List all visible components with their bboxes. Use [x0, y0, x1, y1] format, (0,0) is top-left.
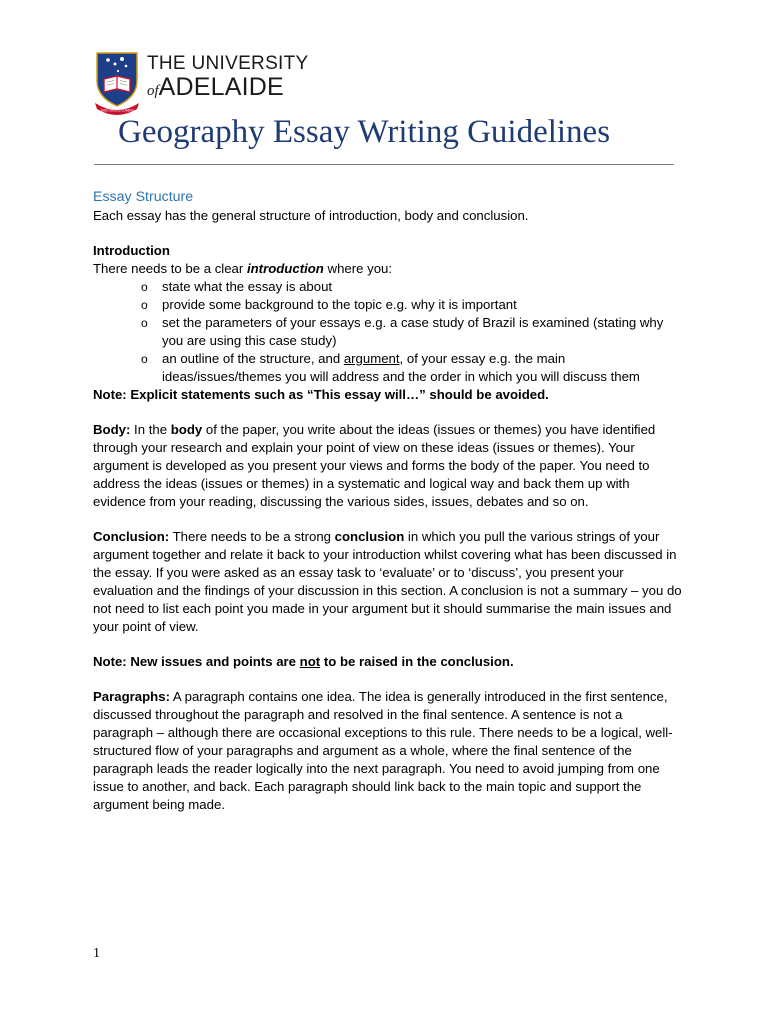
paragraphs-label: Paragraphs: — [93, 689, 170, 704]
university-logo — [94, 51, 309, 117]
bullet-icon: o — [141, 298, 148, 312]
introduction-note: Note: Explicit statements such as “This essay will…” should be avoided. — [93, 387, 549, 402]
document-title: Geography Essay Writing Guidelines — [118, 114, 611, 150]
introduction-em: introduction — [246, 261, 324, 276]
body-text: In the — [130, 422, 171, 437]
introduction-lead — [93, 260, 683, 278]
conclusion-text-end: in which you pull the various strings of your argument together and relate it back to your introduction whilst covering what has been discussed in the essay. If you were asked as an essay task to ‘evaluate’ or to ‘discuss’, you present your evaluation and the findings of your discussion in this section. A conclusion is not a summary – you do not need to list each point you made in your argument but it should summarise the main issues and your point of view. — [93, 529, 682, 634]
conclusion-paragraph — [93, 528, 683, 636]
conclusion-note — [93, 653, 683, 671]
title-divider — [94, 164, 674, 165]
list-item-text: set the parameters of your essays e.g. a case study of Brazil is examined (stating why you are using this case study) — [162, 315, 664, 348]
section-heading: Essay Structure — [93, 189, 194, 205]
body-bold-word: body — [170, 422, 203, 437]
list-item-text: state what the essay is about — [162, 279, 333, 294]
page-number: 1 — [93, 946, 100, 961]
note-text: Note: New issues and points are — [93, 654, 300, 669]
logo-of: of — [147, 83, 159, 99]
body-paragraph — [93, 421, 683, 511]
list-item-text: an outline of the structure, and — [162, 351, 344, 366]
not-underlined: not — [299, 654, 321, 669]
note-text-end: to be raised in the conclusion. — [320, 654, 514, 669]
paragraphs-text: A paragraph contains one idea. The idea is generally introduced in the first sentence, discussed throughout the paragraph and resolved in the final sentence. A sentence is not a paragraph – although there are occasional exceptions to this rule. There needs to be a logical, well-structured flow of your paragraphs and argument as a whole, where the final sentence of the paragraph leads the reader logically into the next paragraph. You need to avoid jumping from one issue to another, and back. Each paragraph should link back to the main topic and support the argument being made. — [93, 689, 673, 812]
logo-name: ADELAIDE — [158, 73, 284, 101]
introduction-lead-text: There needs to be a clear — [93, 261, 247, 276]
crest-motto: SUB CRUCE LUMEN — [100, 108, 134, 113]
list-item — [93, 314, 683, 350]
conclusion-label: Conclusion: — [93, 529, 170, 544]
introduction-heading: Introduction — [93, 243, 170, 258]
list-item — [93, 296, 683, 314]
bullet-icon: o — [141, 316, 148, 330]
conclusion-text: There needs to be a strong — [169, 529, 335, 544]
list-item — [93, 278, 683, 296]
list-item — [93, 350, 683, 386]
body-label: Body: — [93, 422, 131, 437]
list-item-text-end: , of your essay e.g. the main ideas/issues/themes you will address and the order in which you will discuss them — [162, 351, 640, 384]
logo-line-2 — [147, 73, 284, 102]
intro-text: Each essay has the general structure of introduction, body and conclusion. — [93, 208, 529, 223]
argument-underlined: argument — [343, 351, 400, 366]
body-text-end: of the paper, you write about the ideas (issues or themes) you have identified through your research and explain your point of view on these ideas (issues or themes). Your argument is developed as you present your views and forms the body of the paper. You need to address the ideas (issues or themes) in a systematic and logical way and back them up with evidence from your reading, discussing the various sides, issues, debates and so on. — [93, 422, 656, 509]
university-crest-icon — [94, 51, 140, 115]
bullet-icon: o — [141, 280, 148, 294]
conclusion-bold-word: conclusion — [334, 529, 405, 544]
introduction-bullet-list — [93, 278, 683, 386]
list-item-text: provide some background to the topic e.g. why it is important — [162, 297, 517, 312]
introduction-lead-end: where you: — [323, 261, 393, 276]
bullet-icon: o — [141, 352, 148, 366]
logo-line-1: THE UNIVERSITY — [147, 53, 309, 74]
document-body — [93, 187, 683, 814]
paragraphs-paragraph — [93, 688, 683, 814]
